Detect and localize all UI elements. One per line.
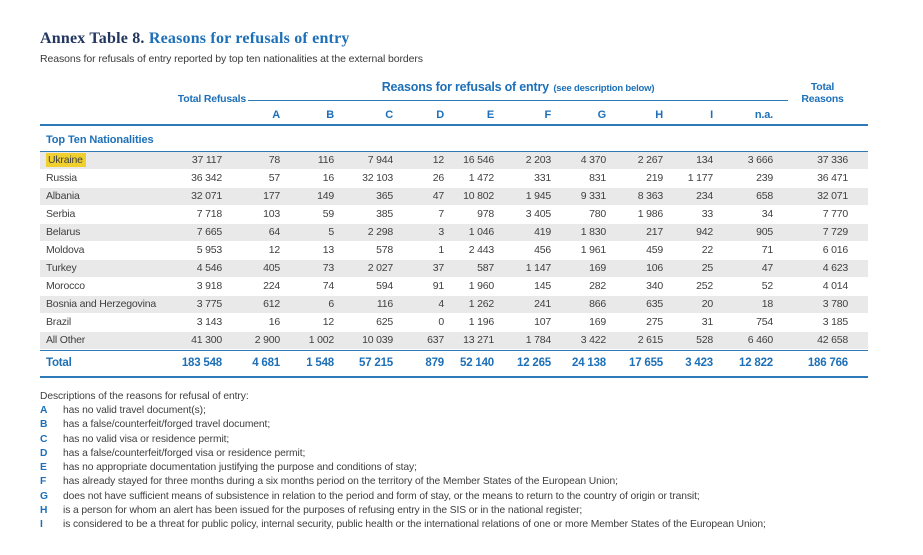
description-item	[40, 518, 900, 532]
value-cell: 241	[534, 298, 551, 310]
col-group-header-reasons	[248, 78, 788, 96]
value-cell: 612	[263, 298, 280, 310]
value-cell: 57	[268, 172, 280, 184]
description-key: I	[40, 519, 43, 531]
descriptions-heading: Descriptions of the reasons for refusal of entry:	[40, 391, 249, 402]
total-value-cell: 3 423	[685, 357, 713, 369]
value-cell: 34	[761, 208, 773, 220]
value-cell: 578	[376, 244, 393, 256]
value-cell: 47	[761, 262, 773, 274]
title-main: Reasons for refusals of entry	[148, 30, 350, 47]
value-cell: 12	[322, 316, 334, 328]
description-item	[40, 461, 900, 475]
value-cell: 7 944	[367, 154, 393, 166]
country-name	[40, 296, 168, 313]
value-cell: 5 953	[196, 244, 222, 256]
country-name-label: All Other	[46, 334, 86, 346]
value-cell: 419	[534, 226, 551, 238]
value-cell: 12	[268, 244, 280, 256]
description-key: A	[40, 405, 48, 416]
value-cell: 1 196	[468, 316, 494, 328]
country-name	[40, 278, 168, 295]
spacer-cell	[777, 108, 868, 124]
value-cell: 1 784	[525, 334, 551, 346]
description-text: does not have sufficient means of subsistence in relation to the period and form of stay, or the means to return to the country of origin or transit;	[63, 490, 700, 502]
reason-column-header: n.a.	[754, 109, 773, 121]
country-name-label: Serbia	[46, 208, 76, 220]
value-cell: 1 002	[308, 334, 334, 346]
description-key: G	[40, 490, 48, 502]
value-cell: 10 039	[362, 334, 393, 346]
value-cell: 3 775	[196, 298, 222, 310]
value-cell: 37 336	[817, 154, 848, 166]
value-cell: 7 665	[196, 226, 222, 238]
value-cell: 6	[328, 298, 334, 310]
description-text: is considered to be a threat for public policy, internal security, public health or the international relations of one or more Member States of the European Union;	[63, 519, 766, 531]
table-row	[40, 170, 868, 188]
value-cell: 169	[589, 262, 606, 274]
value-cell: 1 262	[468, 298, 494, 310]
value-cell: 1 046	[468, 226, 494, 238]
value-cell: 866	[589, 298, 606, 310]
table-row	[40, 278, 868, 296]
value-cell: 116	[317, 154, 334, 166]
description-text: is a person for whom an alert has been issued for the purposes of refusing entry in the SIS or in the national register;	[63, 505, 583, 517]
value-cell: 331	[534, 172, 551, 184]
total-value-cell: 879	[425, 357, 444, 369]
country-name-label: Ukraine	[46, 153, 86, 167]
table-row	[40, 296, 868, 314]
reason-column-header: H	[655, 109, 663, 121]
description-item	[40, 433, 900, 447]
value-cell: 7 729	[822, 226, 848, 238]
table-body	[40, 152, 868, 350]
value-cell: 64	[268, 226, 280, 238]
value-cell: 107	[534, 316, 551, 328]
value-cell: 41 300	[191, 334, 222, 346]
country-name	[40, 206, 168, 223]
col-group-header-label: Reasons for refusals of entry	[381, 80, 549, 94]
value-cell: 78	[268, 154, 280, 166]
value-cell: 1 960	[468, 280, 494, 292]
value-cell: 4	[438, 298, 444, 310]
value-cell: 405	[263, 262, 280, 274]
value-cell: 3 666	[747, 154, 773, 166]
value-cell: 635	[646, 298, 663, 310]
value-cell: 219	[646, 172, 663, 184]
value-cell: 831	[589, 172, 606, 184]
country-name-label: Albania	[46, 190, 80, 202]
country-name-label: Belarus	[46, 226, 81, 238]
table-row	[40, 188, 868, 206]
table-header-row-groups	[40, 77, 868, 108]
col-header-total-reasons	[777, 81, 868, 105]
value-cell: 16 546	[463, 154, 494, 166]
total-value-cell: 183 548	[181, 357, 222, 369]
reason-column-header: A	[272, 109, 280, 121]
value-cell: 6 016	[822, 244, 848, 256]
value-cell: 275	[646, 316, 663, 328]
description-item	[40, 404, 900, 418]
value-cell: 5	[328, 226, 334, 238]
value-cell: 2 900	[254, 334, 280, 346]
value-cell: 37 117	[191, 154, 222, 166]
col-group-rule-divider	[248, 100, 788, 101]
description-key: D	[40, 447, 48, 459]
value-cell: 1	[438, 244, 444, 256]
description-text: has no valid visa or residence permit;	[63, 433, 230, 445]
description-item	[40, 475, 900, 489]
value-cell: 4 014	[822, 280, 848, 292]
value-cell: 6 460	[747, 334, 773, 346]
reason-column-header: E	[486, 109, 494, 121]
total-value-cell: 52 140	[460, 357, 494, 369]
total-value-cell: 24 138	[572, 357, 606, 369]
value-cell: 116	[376, 298, 393, 310]
value-cell: 1 830	[580, 226, 606, 238]
value-cell: 169	[589, 316, 606, 328]
value-cell: 18	[761, 298, 773, 310]
refusals-table	[40, 77, 868, 378]
value-cell: 71	[761, 244, 773, 256]
value-cell: 528	[696, 334, 713, 346]
reason-column-header: F	[544, 109, 551, 121]
value-cell: 3	[438, 226, 444, 238]
country-name-label: Moldova	[46, 244, 85, 256]
description-text: has no appropriate documentation justifying the purpose and conditions of stay;	[63, 462, 417, 474]
total-value-cell: 17 655	[629, 357, 663, 369]
table-row	[40, 206, 868, 224]
value-cell: 754	[756, 316, 773, 328]
value-cell: 340	[646, 280, 663, 292]
value-cell: 587	[477, 262, 494, 274]
table-row	[40, 242, 868, 260]
value-cell: 234	[696, 190, 713, 202]
reason-column-header: C	[385, 109, 393, 121]
value-cell: 22	[701, 244, 713, 256]
value-cell: 47	[432, 190, 444, 202]
page-title	[40, 30, 883, 48]
value-cell: 31	[701, 316, 713, 328]
value-cell: 74	[322, 280, 334, 292]
total-value-cell: 12 265	[517, 357, 551, 369]
value-cell: 13 271	[463, 334, 494, 346]
value-cell: 780	[589, 208, 606, 220]
reason-column-header: I	[710, 109, 713, 121]
description-key: C	[40, 433, 48, 445]
value-cell: 978	[477, 208, 494, 220]
value-cell: 12	[432, 154, 444, 166]
value-cell: 8 363	[637, 190, 663, 202]
description-text: has no valid travel document(s);	[63, 405, 206, 416]
value-cell: 2 027	[367, 262, 393, 274]
value-cell: 52	[761, 280, 773, 292]
value-cell: 59	[322, 208, 334, 220]
spacer-cell	[40, 108, 168, 124]
value-cell: 7 718	[196, 208, 222, 220]
value-cell: 365	[376, 190, 393, 202]
country-name	[40, 314, 168, 331]
value-cell: 4 546	[196, 262, 222, 274]
value-cell: 2 267	[637, 154, 663, 166]
value-cell: 134	[696, 154, 713, 166]
value-cell: 3 780	[822, 298, 848, 310]
value-cell: 1 945	[525, 190, 551, 202]
section-header: Top Ten Nationalities	[40, 126, 868, 152]
value-cell: 1 472	[468, 172, 494, 184]
value-cell: 32 103	[362, 172, 393, 184]
country-name	[40, 332, 168, 349]
value-cell: 942	[696, 226, 713, 238]
value-cell: 637	[427, 334, 444, 346]
value-cell: 594	[376, 280, 393, 292]
value-cell: 42 658	[817, 334, 848, 346]
description-item	[40, 504, 900, 518]
value-cell: 3 422	[580, 334, 606, 346]
value-cell: 10 802	[463, 190, 494, 202]
spacer-cell	[168, 108, 226, 124]
descriptions	[40, 391, 900, 533]
value-cell: 658	[756, 190, 773, 202]
country-name	[40, 224, 168, 241]
country-name	[40, 170, 168, 187]
value-cell: 149	[317, 190, 334, 202]
value-cell: 32 071	[191, 190, 222, 202]
descriptions-list	[40, 404, 900, 533]
value-cell: 9 331	[580, 190, 606, 202]
value-cell: 73	[322, 262, 334, 274]
col-header-total-reasons-line1: Total	[810, 81, 835, 93]
description-key: E	[40, 462, 47, 474]
value-cell: 1 986	[637, 208, 663, 220]
value-cell: 2 203	[525, 154, 551, 166]
col-header-total-reasons-line2: Reasons	[801, 93, 844, 105]
description-text: has a false/counterfeit/forged visa or residence permit;	[63, 447, 306, 459]
value-cell: 3 405	[525, 208, 551, 220]
reason-column-header: G	[597, 109, 606, 121]
col-group-header-note: (see description below)	[553, 83, 655, 94]
country-name-label: Turkey	[46, 262, 77, 274]
value-cell: 625	[376, 316, 393, 328]
value-cell: 217	[646, 226, 663, 238]
title-prefix: Annex Table 8.	[40, 30, 145, 47]
table-row	[40, 224, 868, 242]
description-key: H	[40, 505, 48, 517]
table-header	[40, 77, 868, 126]
col-header-total-refusals: Total Refusals	[177, 93, 246, 105]
value-cell: 13	[322, 244, 334, 256]
total-row	[40, 350, 868, 378]
table-row	[40, 260, 868, 278]
description-text: has a false/counterfeit/forged travel document;	[63, 419, 271, 431]
table-row	[40, 152, 868, 170]
value-cell: 20	[701, 298, 713, 310]
value-cell: 1 177	[687, 172, 713, 184]
value-cell: 239	[756, 172, 773, 184]
value-cell: 282	[589, 280, 606, 292]
value-cell: 91	[432, 280, 444, 292]
total-value-cell: 186 766	[807, 357, 848, 369]
value-cell: 905	[756, 226, 773, 238]
value-cell: 3 185	[822, 316, 848, 328]
description-item	[40, 418, 900, 432]
value-cell: 32 071	[817, 190, 848, 202]
total-value-cell: 1 548	[306, 357, 334, 369]
value-cell: 37	[432, 262, 444, 274]
value-cell: 16	[322, 172, 334, 184]
value-cell: 145	[534, 280, 551, 292]
total-value-cell: 57 215	[359, 357, 393, 369]
value-cell: 456	[534, 244, 551, 256]
value-cell: 106	[646, 262, 663, 274]
value-cell: 2 298	[367, 226, 393, 238]
country-name	[40, 242, 168, 259]
table-row	[40, 332, 868, 350]
reason-column-header: D	[436, 109, 444, 121]
value-cell: 25	[701, 262, 713, 274]
value-cell: 16	[268, 316, 280, 328]
description-text: has already stayed for three months during a six months period on the territory of the Member States of the European Union;	[63, 476, 618, 488]
country-name-label: Morocco	[46, 280, 85, 292]
country-name	[40, 260, 168, 277]
country-name	[40, 152, 168, 169]
value-cell: 3 143	[196, 316, 222, 328]
description-key: F	[40, 476, 47, 488]
value-cell: 3 918	[196, 280, 222, 292]
country-name	[40, 188, 168, 205]
value-cell: 26	[432, 172, 444, 184]
subtitle: Reasons for refusals of entry reported by top ten nationalities at the external borders	[40, 53, 423, 65]
total-label: Total	[46, 357, 72, 369]
description-key: B	[40, 419, 48, 431]
value-cell: 36 342	[191, 172, 222, 184]
country-name-label: Bosnia and Herzegovina	[46, 298, 157, 310]
reason-column-header: B	[326, 109, 334, 121]
value-cell: 252	[696, 280, 713, 292]
value-cell: 33	[701, 208, 713, 220]
value-cell: 2 615	[637, 334, 663, 346]
value-cell: 1 961	[580, 244, 606, 256]
value-cell: 7 770	[822, 208, 848, 220]
country-name-label: Brazil	[46, 316, 72, 328]
table-row	[40, 314, 868, 332]
description-item	[40, 490, 900, 504]
value-cell: 103	[263, 208, 280, 220]
value-cell: 385	[376, 208, 393, 220]
total-value-cell: 4 681	[252, 357, 280, 369]
value-cell: 224	[263, 280, 280, 292]
value-cell: 2 443	[468, 244, 494, 256]
country-name-label: Russia	[46, 172, 77, 184]
value-cell: 4 623	[822, 262, 848, 274]
value-cell: 459	[646, 244, 663, 256]
value-cell: 177	[263, 190, 280, 202]
table-header-row-letters	[40, 108, 868, 124]
value-cell: 1 147	[525, 262, 551, 274]
value-cell: 4 370	[580, 154, 606, 166]
description-item	[40, 447, 900, 461]
value-cell: 36 471	[817, 172, 848, 184]
total-value-cell: 12 822	[739, 357, 773, 369]
value-cell: 7	[438, 208, 444, 220]
value-cell: 0	[438, 316, 444, 328]
